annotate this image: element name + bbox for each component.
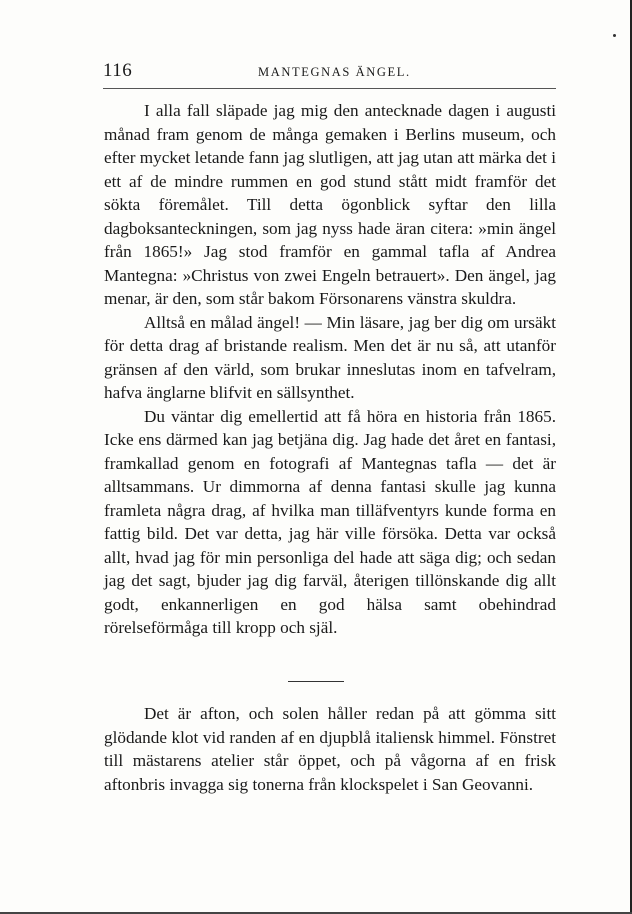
page-number: 116 bbox=[103, 60, 133, 81]
header-rule bbox=[103, 88, 556, 89]
scan-speck bbox=[613, 34, 616, 37]
running-head: MANTEGNAS ÄNGEL. bbox=[258, 65, 411, 79]
paragraph: Det är afton, och solen håller redan på att gömma sitt glödande klot vid randen af en djupblå italiensk himmel. Fönstret till mästarens atelier står öppet, och på vågorna af en frisk aftonbris invagga sig tonerna från klockspelet i San Geovanni. bbox=[104, 704, 556, 794]
paragraph: Alltså en målad ängel! — Min läsare, jag ber dig om ursäkt för detta drag af bristande realism. Men det är nu så, att utanför gränsen af den värld, som brukar inneslutas inom en tafvelram, hafva änglarne blifvit en sällsynthet. bbox=[104, 312, 556, 402]
main-text bbox=[104, 99, 556, 640]
section-divider bbox=[288, 681, 344, 682]
section-2-text bbox=[104, 702, 556, 796]
paragraph: Du väntar dig emellertid att få höra en historia från 1865. Icke ens därmed kan jag betjäna dig. Jag hade det året en fantasi, framkallad genom en fotografi af Mantegnas tafla — det är alltsammans. Ur dimmorna af denna fantasi skulle jag kunna framleta några drag, af hvilka man tilläfventyrs kunde forma en fattig bild. Det var detta, jag här ville försöka. Detta var också allt, hvad jag för min personliga del hade att säga dig; och sedan jag det sagt, bjuder jag dig farväl, återigen tillönskande dig allt godt, enkannerligen en god hälsa samt obehindrad rörelseförmåga till kropp och själ. bbox=[104, 406, 556, 637]
paragraph: I alla fall släpade jag mig den antecknade dagen i augusti månad fram genom de många gemaken i Berlins museum, och efter mycket letande fann jag slutligen, att jag utan att märka det i ett af de mindre rummen en god stund stått midt framför det sökta föremålet. Till detta ögonblick syftar den lilla dagboksanteckningen, som jag nyss hade äran citera: »min ängel från 1865!» Jag stod framför en gammal tafla af Andrea Mantegna: »Christus von zwei Engeln betrauert». Den ängel, jag menar, är den, som står bakom Försonarens vänstra skuldra. bbox=[104, 101, 556, 308]
page-header bbox=[103, 60, 556, 86]
